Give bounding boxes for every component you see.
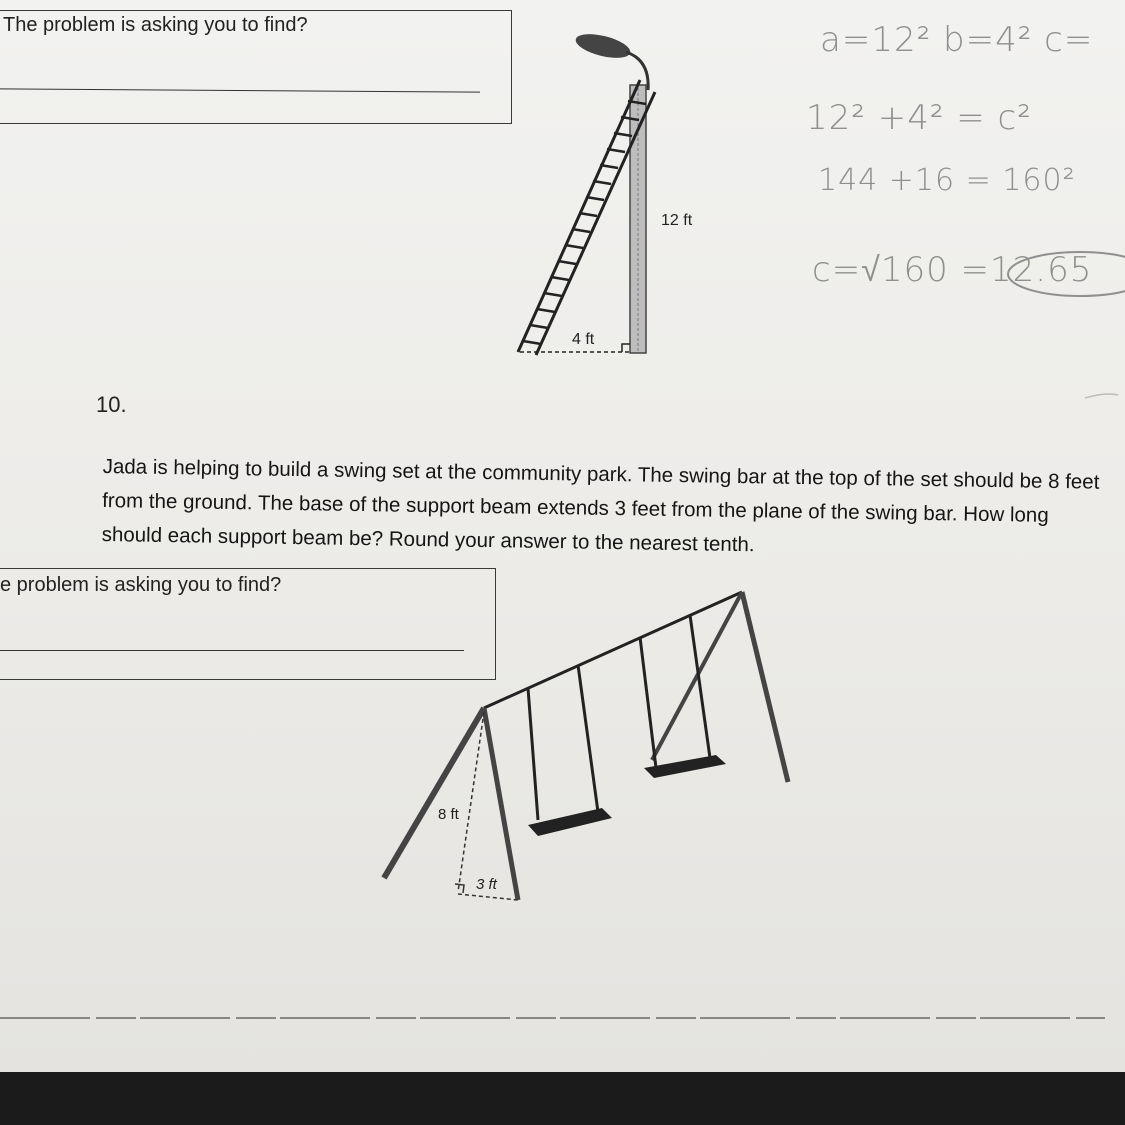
top-prompt: The problem is asking you to find?	[3, 14, 308, 36]
ladder-base-label: 4 ft	[572, 331, 595, 348]
question-number: 10.	[96, 392, 127, 417]
handwriting-line-2: 12² +4² = c²	[806, 98, 1032, 138]
ladder-height-label: 12 ft	[661, 212, 693, 229]
question-text: Jada is helping to build a swing set at the community park. The swing bar at the top of the set should be 8 feet from the ground. The base of the support beam extends 3 feet from the plane of the swing bar. How long should each support beam be? Round your answer to the nearest tenth.	[101, 454, 1100, 557]
swing-base-label: 3 ft	[476, 876, 497, 893]
handwriting-line-3: 144 +16 = 160²	[818, 163, 1076, 198]
bottom-dashed-line	[0, 1015, 1125, 1021]
swing-height-label: 8 ft	[438, 806, 459, 823]
handwriting-line-4: c=√160 =12.65	[812, 250, 1093, 290]
bottom-prompt: e problem is asking you to find?	[0, 574, 282, 596]
handwriting-line-1: a=12² b=4² c=	[820, 20, 1094, 60]
